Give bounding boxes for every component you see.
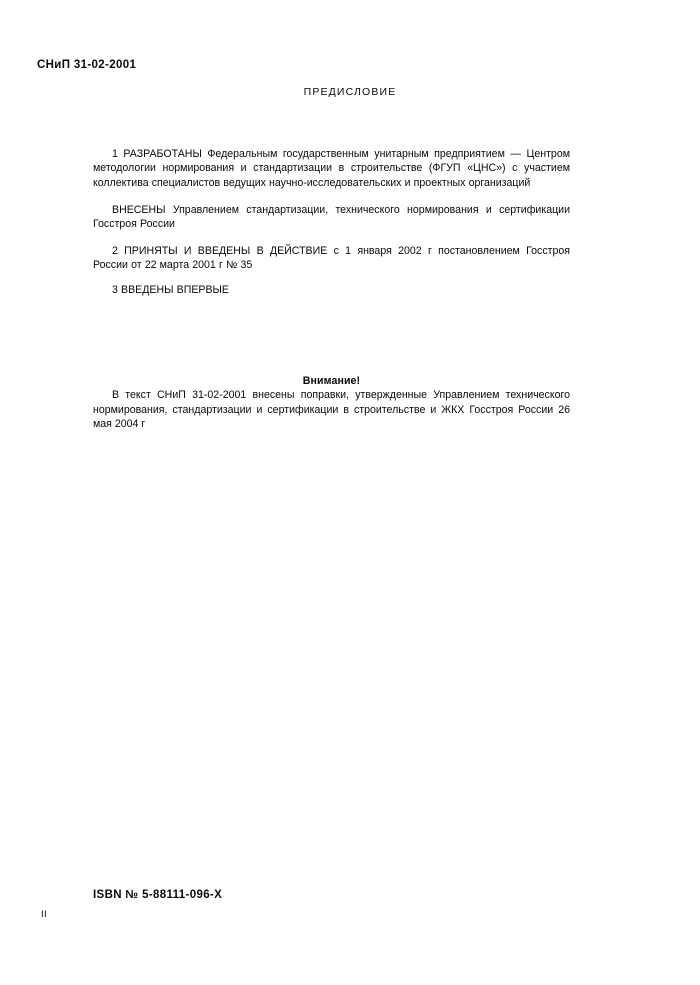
page-number: II	[41, 909, 47, 920]
paragraph-introduced-first-time: 3 ВВЕДЕНЫ ВПЕРВЫЕ	[112, 284, 229, 297]
body-text-column	[93, 147, 570, 298]
running-head: СНиП 31-02-2001	[37, 59, 137, 71]
isbn-line: ISBN № 5-88111-096-X	[93, 889, 223, 901]
attention-notice-text: В текст СНиП 31-02-2001 внесены поправки, утвержденные Управлением технического нормирования, стандартизации и сертификации в строительстве и ЖКХ Госстроя России 26 мая 2004 г	[93, 389, 570, 431]
paragraph-submitted-by: ВНЕСЕНЫ Управлением стандартизации, технического нормирования и сертификации Госстроя России	[93, 203, 570, 230]
page-title: ПРЕДИСЛОВИЕ	[303, 86, 397, 98]
attention-notice	[93, 374, 570, 431]
paragraph-developed-by: 1 РАЗРАБОТАНЫ Федеральным государственным унитарным предприятием — Центром методологии нормирования и стандартизации в строительстве (ФГУП «ЦНС») с участием коллектива специалистов ведущих научно-исследовательских и проектных организаций	[93, 148, 570, 189]
attention-notice-heading: Внимание!	[302, 375, 361, 387]
paragraph-adopted-and-enacted: 2 ПРИНЯТЫ И ВВЕДЕНЫ В ДЕЙСТВИЕ с 1 января 2002 г постановлением Госстроя России от 22 марта 2001 г № 35	[93, 244, 570, 272]
